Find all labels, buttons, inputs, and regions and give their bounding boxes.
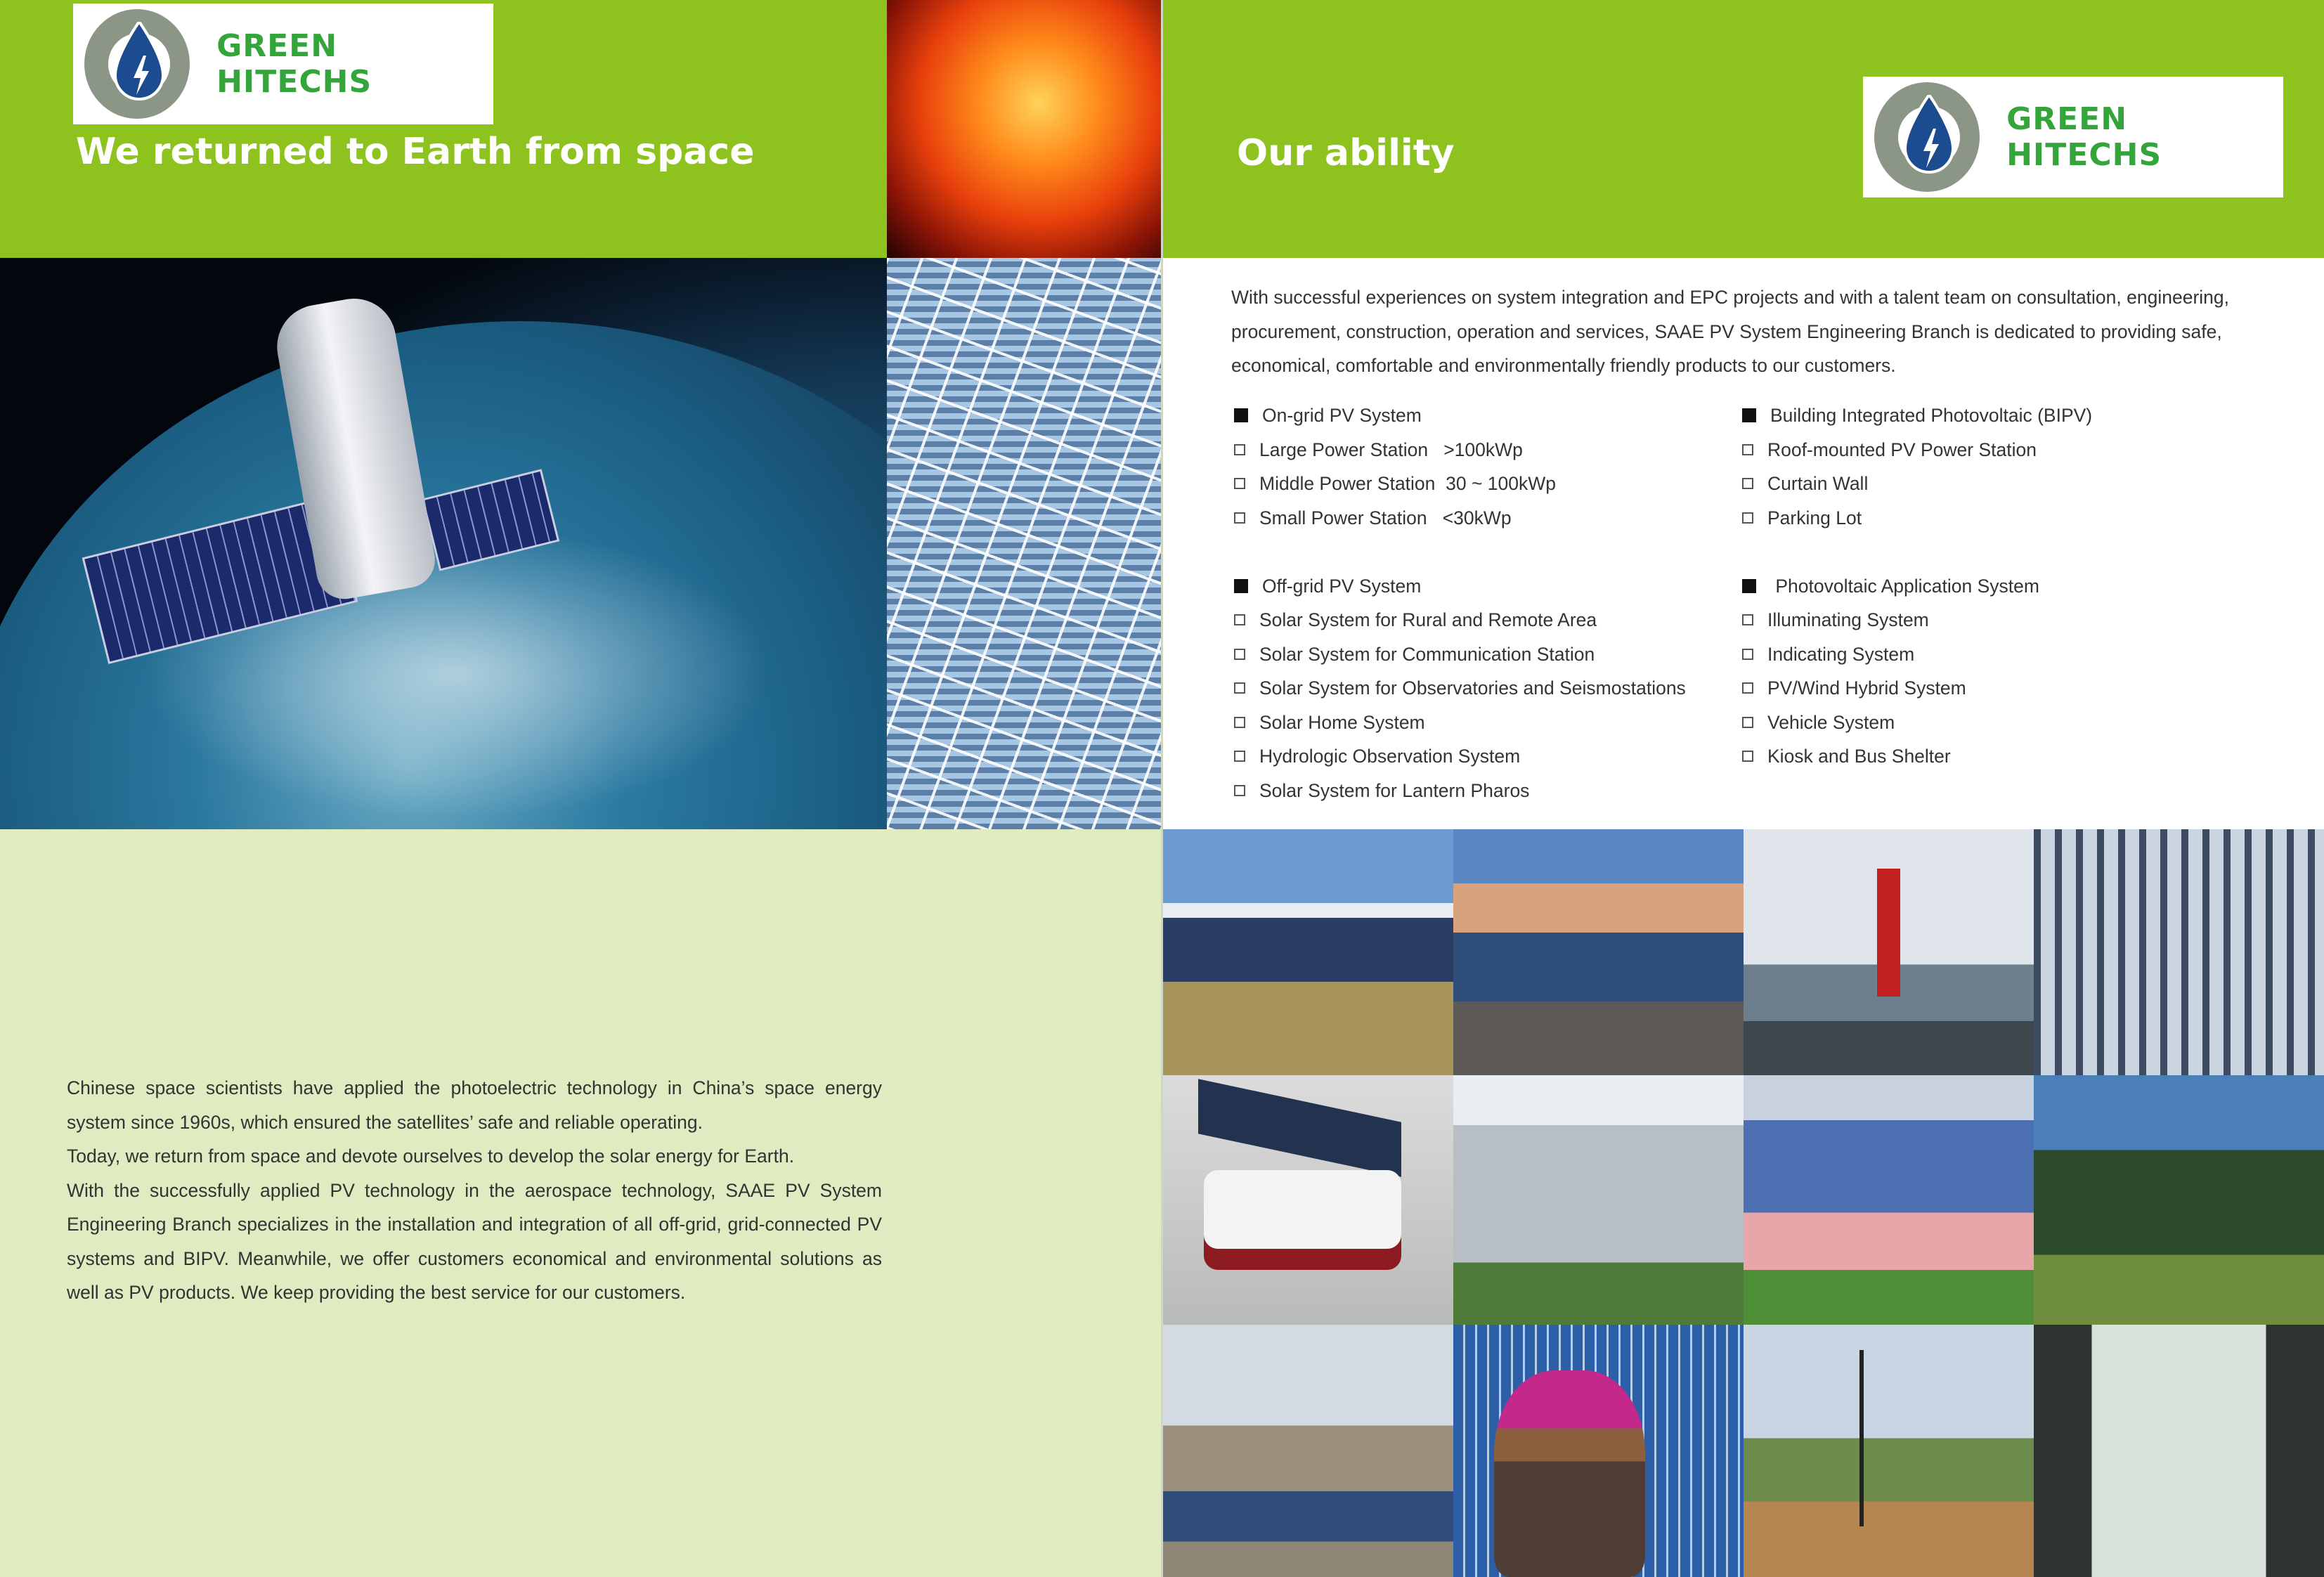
thumb-street-lights <box>1744 1325 2034 1577</box>
filled-square-bullet-icon <box>1742 408 1756 422</box>
list-spacer <box>1742 535 2248 569</box>
list-item-label: Small Power Station <30kWp <box>1259 507 1512 528</box>
list-heading <box>1742 398 2248 433</box>
glass-roof-photo <box>887 258 1163 829</box>
empty-square-bullet-icon <box>1234 444 1245 455</box>
list-item <box>1234 433 1740 467</box>
list-item <box>1742 433 2248 467</box>
list-item-label: Hydrologic Observation System <box>1259 746 1521 767</box>
list-item-label: Solar System for Observatories and Seismostations <box>1259 677 1686 699</box>
list-item <box>1234 774 1740 808</box>
thumb-lighthouse <box>1744 829 2034 1075</box>
thumb-solar-field <box>1163 829 1453 1075</box>
brand-name: GREEN HITECHS <box>216 28 372 100</box>
list-item <box>1742 706 2248 740</box>
empty-square-bullet-icon <box>1742 649 1753 660</box>
capability-list-right <box>1742 398 2248 774</box>
empty-square-bullet-icon <box>1742 478 1753 489</box>
empty-square-bullet-icon <box>1234 649 1245 660</box>
water-drop-icon <box>84 9 190 119</box>
list-item <box>1234 706 1740 740</box>
list-item <box>1742 501 2248 536</box>
list-item <box>1234 603 1740 637</box>
sun-photo <box>887 0 1163 258</box>
thumb-pv-canopy <box>2034 829 2324 1075</box>
list-item <box>1234 671 1740 706</box>
empty-square-bullet-icon <box>1234 785 1245 796</box>
list-item-label: Photovoltaic Application System <box>1770 575 2039 597</box>
list-item-label: Middle Power Station 30 ~ 100kWp <box>1259 473 1557 494</box>
list-item-label: Roof-mounted PV Power Station <box>1767 439 2037 460</box>
list-item-label: Solar Home System <box>1259 711 1425 733</box>
empty-square-bullet-icon <box>1234 512 1245 524</box>
list-spacer <box>1234 535 1740 569</box>
filled-square-bullet-icon <box>1742 579 1756 593</box>
thumb-curtain-wall <box>1744 1075 2034 1325</box>
thumb-kiosk <box>2034 1075 2324 1325</box>
thumb-rooftop-array <box>1453 829 1744 1075</box>
list-item-label: Large Power Station >100kWp <box>1259 439 1523 460</box>
empty-square-bullet-icon <box>1742 614 1753 625</box>
list-item-label: Solar System for Rural and Remote Area <box>1259 609 1597 630</box>
empty-square-bullet-icon <box>1742 751 1753 762</box>
empty-square-bullet-icon <box>1742 717 1753 728</box>
satellite-earth-photo <box>0 258 887 829</box>
water-drop-icon <box>1874 82 1980 192</box>
list-item <box>1234 501 1740 536</box>
story-text <box>67 1071 882 1310</box>
thumb-solar-cart <box>1163 1075 1453 1325</box>
empty-square-bullet-icon <box>1234 478 1245 489</box>
empty-square-bullet-icon <box>1234 717 1245 728</box>
capability-list-left <box>1234 398 1740 807</box>
list-item <box>1742 739 2248 774</box>
list-heading <box>1742 569 2248 604</box>
list-item-label: Solar System for Communication Station <box>1259 643 1595 665</box>
thumb-bipv-building <box>1453 1075 1744 1325</box>
thumb-solar-home-user <box>1453 1325 1744 1577</box>
list-item-label: PV/Wind Hybrid System <box>1767 677 1966 699</box>
list-item <box>1234 467 1740 501</box>
thumb-glass-corridor <box>2034 1325 2324 1577</box>
empty-square-bullet-icon <box>1234 614 1245 625</box>
list-item-label: Curtain Wall <box>1767 473 1869 494</box>
story-paragraph-1: Chinese space scientists have applied the photoelectric technology in China’s space energy system since 1960s, which ensured the satellites’ safe and reliable operating. <box>67 1077 882 1133</box>
logo-right <box>1863 77 2283 197</box>
empty-square-bullet-icon <box>1234 682 1245 694</box>
list-item <box>1742 467 2248 501</box>
filled-square-bullet-icon <box>1234 579 1248 593</box>
list-item <box>1742 671 2248 706</box>
right-headline: Our ability <box>1237 132 1455 174</box>
list-item-label: Illuminating System <box>1767 609 1929 630</box>
list-item <box>1234 739 1740 774</box>
list-item <box>1234 637 1740 672</box>
logo-left <box>73 4 493 124</box>
list-item-label: Off-grid PV System <box>1262 575 1422 597</box>
brand-name: GREEN HITECHS <box>2006 101 2162 173</box>
list-item <box>1742 603 2248 637</box>
left-headline: We returned to Earth from space <box>76 131 755 173</box>
empty-square-bullet-icon <box>1742 512 1753 524</box>
story-paragraph-2: Today, we return from space and devote ourselves to develop the solar energy for Earth. <box>67 1146 795 1167</box>
list-item-label: Parking Lot <box>1767 507 1862 528</box>
list-item-label: Indicating System <box>1767 643 1915 665</box>
empty-square-bullet-icon <box>1742 682 1753 694</box>
list-item-label: Kiosk and Bus Shelter <box>1767 746 1951 767</box>
list-item-label: Building Integrated Photovoltaic (BIPV) <box>1770 405 2093 426</box>
list-item-label: Solar System for Lantern Pharos <box>1259 779 1530 801</box>
list-item <box>1742 637 2248 672</box>
empty-square-bullet-icon <box>1742 444 1753 455</box>
ability-intro: With successful experiences on system integration and EPC projects and with a talent team on consultation, engineering, procurement, construction, operation and services, SAAE PV System Engineering Branch is dedicated to providing safe, economical, comfortable and environmentally friendly products to our customers. <box>1231 287 2230 376</box>
empty-square-bullet-icon <box>1234 751 1245 762</box>
list-item-label: Vehicle System <box>1767 711 1895 733</box>
list-heading <box>1234 569 1740 604</box>
filled-square-bullet-icon <box>1234 408 1248 422</box>
thumb-desert-station <box>1163 1325 1453 1577</box>
list-item-label: On-grid PV System <box>1262 405 1422 426</box>
story-paragraph-3: With the successfully applied PV technology in the aerospace technology, SAAE PV System Engineering Branch specializes in the installation and integration of all off-grid, grid-connected PV systems and BIPV. Meanwhile, we offer customers economical and environmental solutions as well as PV products. We keep providing the best service for our customers. <box>67 1179 882 1303</box>
list-heading <box>1234 398 1740 433</box>
